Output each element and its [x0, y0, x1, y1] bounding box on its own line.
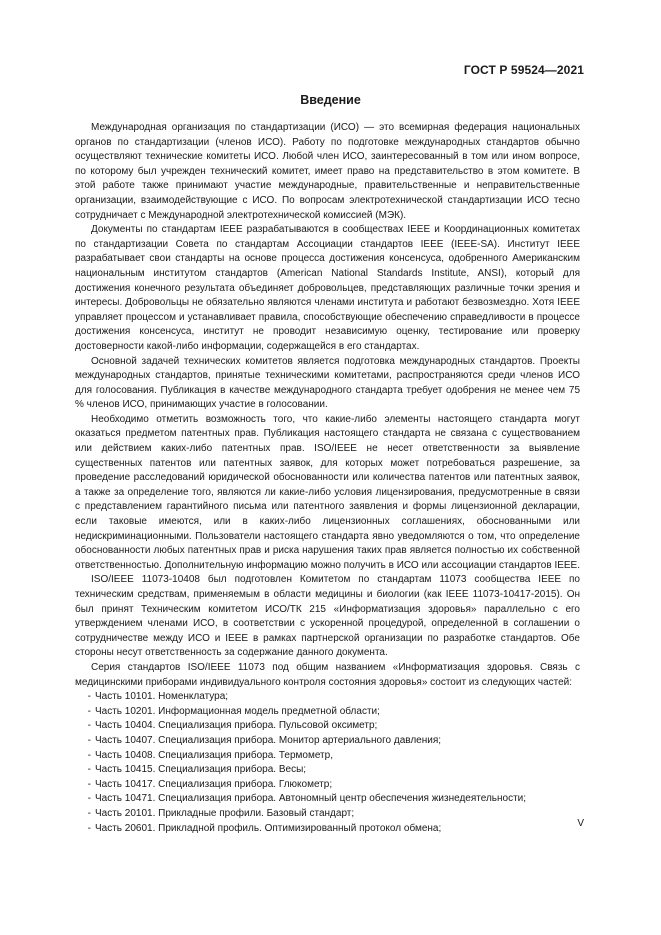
paragraph-ieee-standards: Документы по стандартам IEEE разрабатываются в сообществах IEEE и Координационных комитетах по стандартизации Совета по стандартам Ассоциации стандартов IEEE (IEEE-SA). Институт IEEE разрабатывает свои стандарты на основе процесса достижения консенсуса, одобренного Американским национальным институтом стандартов (American National Standards Institute, ANSI), который для достижения конечного результата объединяет добровольцев, представляющих различные точки зрения и интересы. Добровольцы не обязательно являются членами института и работают безвозмездно. Хотя IEEE управляет процессом и устанавливает правила, способствующие обеспечению справедливости в процессе достижения консенсуса, институт не проводит независимую оценку, тестирование или проверку достоверности какой-либо информации, содержащейся в его стандартах.	[75, 224, 580, 352]
list-bullet: -	[87, 822, 91, 834]
list-item-text: Часть 10415. Специализация прибора. Весы;	[95, 764, 307, 776]
list-item	[75, 822, 580, 837]
list-item-text: Часть 10404. Специализация прибора. Пульсовой оксиметр;	[95, 720, 378, 732]
list-bullet: -	[87, 734, 91, 746]
list-item-text: Часть 10417. Специализация прибора. Глюкометр;	[95, 778, 333, 790]
body-text	[75, 121, 580, 836]
list-item-text: Часть 10101. Номенклатура;	[95, 691, 229, 703]
list-item	[75, 705, 580, 720]
list-item	[75, 763, 580, 778]
document-code: ГОСТ Р 59524—2021	[463, 63, 584, 77]
paragraph-technical-committees: Основной задачей технических комитетов является подготовка международных стандартов. Проекты международных стандартов, принятые техническими комитетами, распространяются среди членов ИСО для голосования. Публикация в качестве международного стандарта требует одобрения не менее чем 75 % членов ИСО, принимающих участие в голосовании.	[75, 355, 580, 411]
section-title: Введение	[300, 93, 361, 107]
list-item	[75, 749, 580, 764]
paragraph-standard-origin: ISO/IEEE 11073-10408 был подготовлен Комитетом по стандартам 11073 сообщества IEEE по техническим средствам, применяемым в области медицины и биологии (как IEEE 11073-10417-2015). Он был принят Техническим комитетом ИСО/ТК 215 «Информатизация здоровья» параллельно с его утверждением членами ИСО, в соответствии с ускоренной процедурой, определенной в соглашении о сотрудничестве между ИСО и IEEE в рамках партнерской организации по разработке стандартов. Обе стороны несут ответственность за содержание данного документа.	[75, 574, 580, 659]
list-bullet: -	[87, 705, 91, 717]
list-bullet: -	[87, 764, 91, 776]
list-item	[75, 792, 580, 807]
list-item	[75, 807, 580, 822]
list-item-text: Часть 10407. Специализация прибора. Монитор артериального давления;	[95, 734, 442, 746]
list-item-text: Часть 20101. Прикладные профили. Базовый стандарт;	[95, 807, 355, 819]
list-item	[75, 690, 580, 705]
list-bullet: -	[87, 749, 91, 761]
list-item-text: Часть 10471. Специализация прибора. Автономный центр обеспечения жизнедеятельности;	[95, 793, 527, 805]
list-item-text: Часть 10408. Специализация прибора. Термометр,	[95, 749, 333, 761]
list-bullet: -	[87, 720, 91, 732]
paragraph-series-intro: Серия стандартов ISO/IEEE 11073 под общим названием «Информатизация здоровья. Связь с медицинскими приборами индивидуального контроля состояния здоровья» состоит из следующих частей:	[75, 661, 580, 688]
list-item	[75, 734, 580, 749]
list-bullet: -	[87, 778, 91, 790]
page-number: V	[577, 818, 584, 829]
list-bullet: -	[87, 793, 91, 805]
list-item-text: Часть 10201. Информационная модель предметной области;	[95, 705, 380, 717]
list-bullet: -	[87, 807, 91, 819]
paragraph-iso-intro: Международная организация по стандартизации (ИСО) — это всемирная федерация национальных органов по стандартизации (членов ИСО). Работу по подготовке международных стандартов обычно осуществляют технические комитеты ИСО. Любой член ИСО, заинтересованный в том или ином вопросе, по которому был учрежден технический комитет, имеет право на представительство в этом комитете. В этой работе также принимают участие международные, правительственные и неправительственные организации, взаимодействующие с ИСО. По вопросам электротехнической стандартизации ИСО тесно сотрудничает с Международной электротехнической комиссией (МЭК).	[75, 122, 580, 221]
list-item	[75, 778, 580, 793]
list-bullet: -	[87, 691, 91, 703]
paragraph-patent-rights: Необходимо отметить возможность того, что какие-либо элементы настоящего стандарта могут оказаться предметом патентных прав. Публикация настоящего стандарта не связана с существованием или действием каких-либо патентных прав. ISO/IEEE не несет ответственности за выявление существенных патентов или патентных заявок, для которых может потребоваться разрешение, за проведение расследований юридической обоснованности или количества патентов или патентных заявок, а также за определение того, являются ли какие-либо условия лицензирования, предусмотренные в связи с представлением гарантийного письма или патентного заявления и формы лицензионной декларации, если таковые имеются, или в каких-либо лицензионных соглашениях, обоснованными или недискриминационными. Пользователи настоящего стандарта явно уведомляются о том, что определение обоснованности любых патентных прав и риска нарушения таких прав является полностью их собственной ответственностью. Дополнительную информацию можно получить в ИСО или ассоциации стандартов IEEE.	[75, 413, 581, 571]
parts-list	[75, 690, 580, 836]
list-item	[75, 719, 580, 734]
list-item-text: Часть 20601. Прикладной профиль. Оптимизированный протокол обмена;	[95, 822, 442, 834]
